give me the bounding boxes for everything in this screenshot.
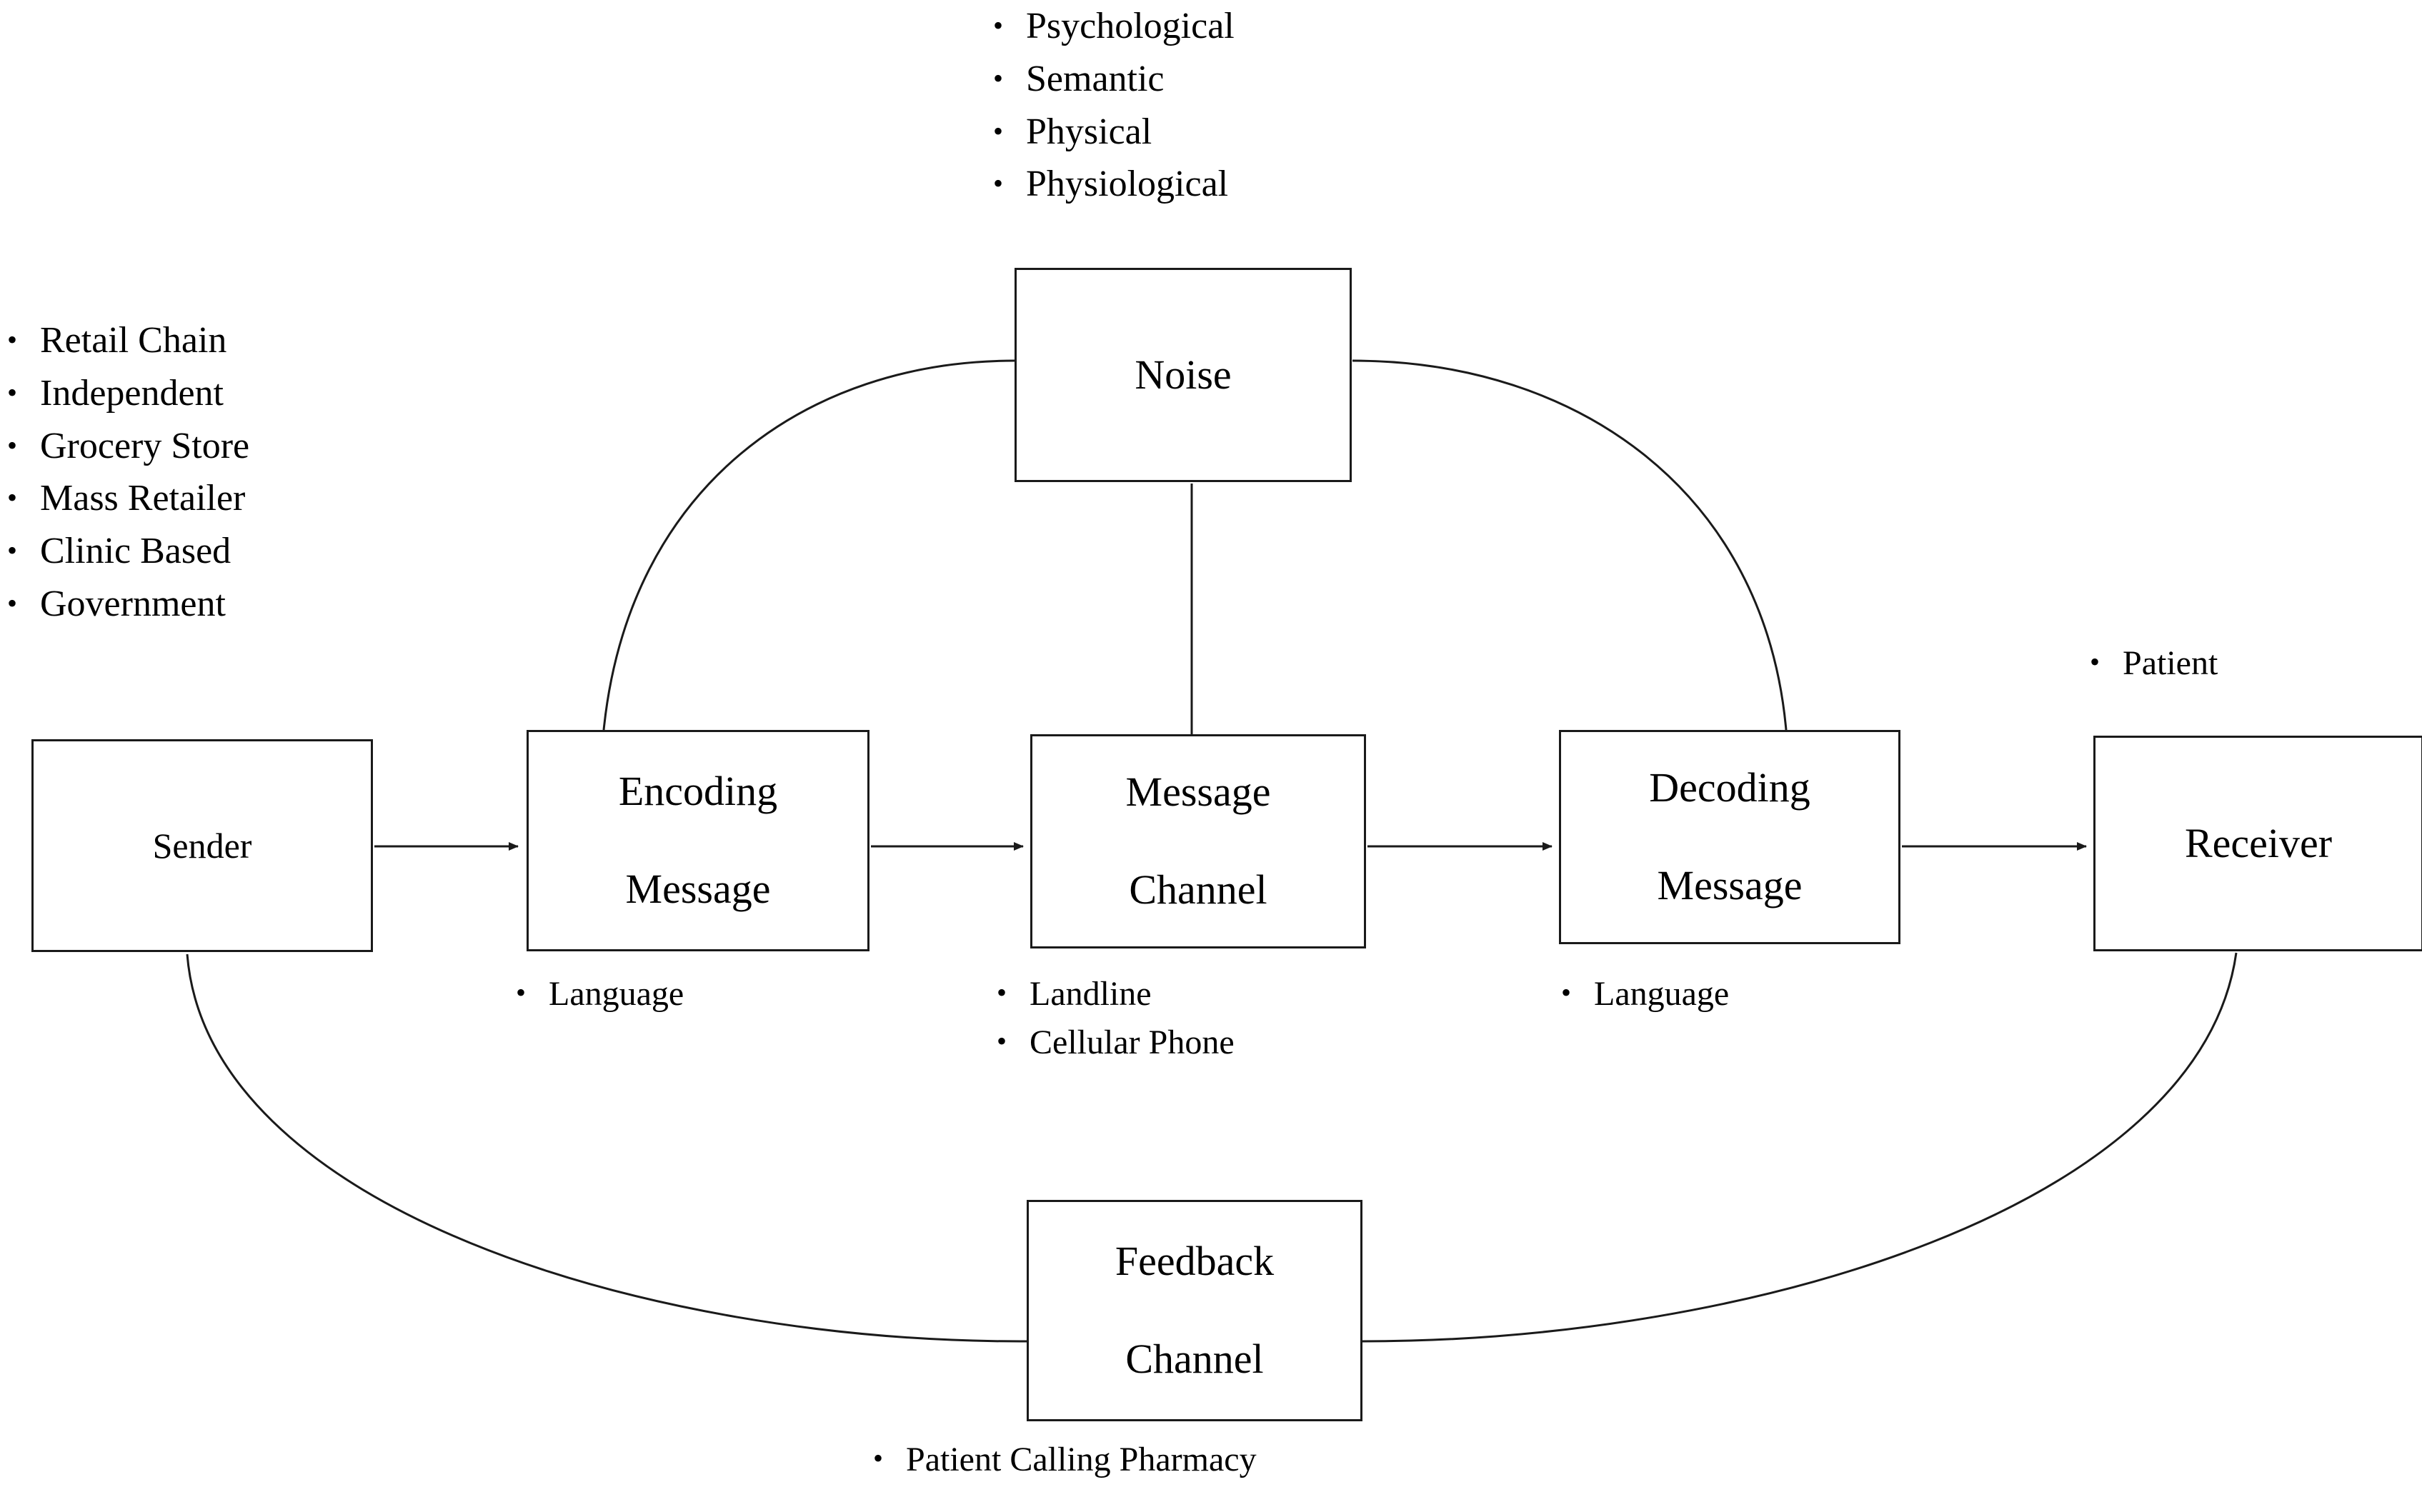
annotation-text: Patient Calling Pharmacy [906, 1441, 1257, 1478]
bullet-icon: • [1561, 976, 1572, 1008]
node-sender[interactable] [31, 739, 373, 952]
node-encoding-message-label [529, 767, 867, 913]
bullet-icon: • [7, 324, 18, 356]
bullet-icon: • [7, 481, 18, 514]
annotation-list-noise [993, 0, 1235, 211]
bullet-icon: • [7, 429, 18, 461]
node-sender-label: Sender [152, 825, 252, 866]
bullet-icon: • [7, 587, 18, 620]
annotation-text: Cellular Phone [1030, 1023, 1235, 1062]
annotation-text: Semantic [1026, 58, 1165, 99]
annotation-text: Physical [1026, 111, 1152, 152]
list-item [993, 106, 1235, 159]
annotation-text: Independent [40, 372, 224, 414]
list-item [873, 1436, 1257, 1484]
list-item [2090, 639, 2218, 688]
list-item [993, 158, 1235, 211]
annotation-text: Landline [1030, 975, 1152, 1013]
list-item [1561, 970, 1729, 1018]
annotation-list-sender [7, 314, 249, 631]
node-message-channel-label [1032, 768, 1364, 914]
list-item [7, 420, 249, 473]
bullet-icon: • [2090, 646, 2100, 678]
node-noise-label: Noise [1135, 351, 1232, 398]
bullet-icon: • [993, 114, 1004, 147]
edge-feedback-receiver-curve [1362, 953, 2236, 1341]
annotation-text: Language [549, 975, 684, 1013]
bullet-icon: • [516, 976, 527, 1008]
node-decoding-line2: Message [1657, 862, 1803, 909]
node-receiver-label: Receiver [2184, 819, 2333, 866]
annotation-text: Psychological [1026, 6, 1235, 46]
node-message-channel[interactable] [1030, 734, 1366, 948]
annotation-text: Mass Retailer [40, 478, 246, 519]
node-noise[interactable] [1015, 268, 1352, 482]
annotation-list-receiver [2090, 639, 2218, 688]
list-item [7, 578, 249, 631]
bullet-icon: • [873, 1442, 884, 1474]
node-decoding-line1: Decoding [1649, 764, 1810, 811]
node-feedback-channel-label [1029, 1237, 1360, 1383]
annotation-list-encoding [516, 970, 684, 1018]
node-encoding-message[interactable] [527, 730, 869, 951]
bullet-icon: • [997, 1025, 1007, 1058]
bullet-icon: • [993, 167, 1004, 200]
annotation-text: Language [1594, 975, 1730, 1013]
node-feedback-line1: Feedback [1115, 1238, 1275, 1285]
list-item [7, 525, 249, 578]
annotation-text: Patient [2123, 644, 2218, 682]
annotation-text: Physiological [1026, 164, 1229, 205]
list-item [7, 472, 249, 525]
node-channel-line1: Message [1125, 768, 1271, 816]
node-decoding-message-label [1561, 763, 1898, 910]
node-channel-line2: Channel [1129, 866, 1267, 913]
annotation-list-decoding [1561, 970, 1729, 1018]
bullet-icon: • [7, 376, 18, 409]
list-item [993, 53, 1235, 106]
bullet-icon: • [997, 976, 1007, 1008]
node-feedback-line2: Channel [1125, 1336, 1264, 1383]
list-item [516, 970, 684, 1018]
list-item [7, 314, 249, 367]
edge-noise-decoding-curve [1352, 361, 1786, 730]
annotation-list-channel [997, 970, 1235, 1067]
annotation-list-feedback [873, 1436, 1257, 1484]
list-item [993, 0, 1235, 53]
annotation-text: Clinic Based [40, 531, 231, 572]
edge-noise-encoding-curve [604, 361, 1015, 730]
node-receiver[interactable] [2093, 736, 2422, 951]
annotation-text: Government [40, 584, 226, 625]
annotation-text: Grocery Store [40, 425, 250, 466]
node-encoding-line2: Message [625, 866, 771, 913]
bullet-icon: • [993, 9, 1004, 41]
list-item [997, 970, 1235, 1018]
list-item [7, 367, 249, 420]
bullet-icon: • [993, 61, 1004, 94]
node-encoding-line1: Encoding [618, 768, 778, 815]
node-feedback-channel[interactable] [1027, 1200, 1362, 1421]
annotation-text: Retail Chain [40, 320, 227, 361]
list-item [997, 1018, 1235, 1067]
node-decoding-message[interactable] [1559, 730, 1900, 944]
bullet-icon: • [7, 534, 18, 567]
